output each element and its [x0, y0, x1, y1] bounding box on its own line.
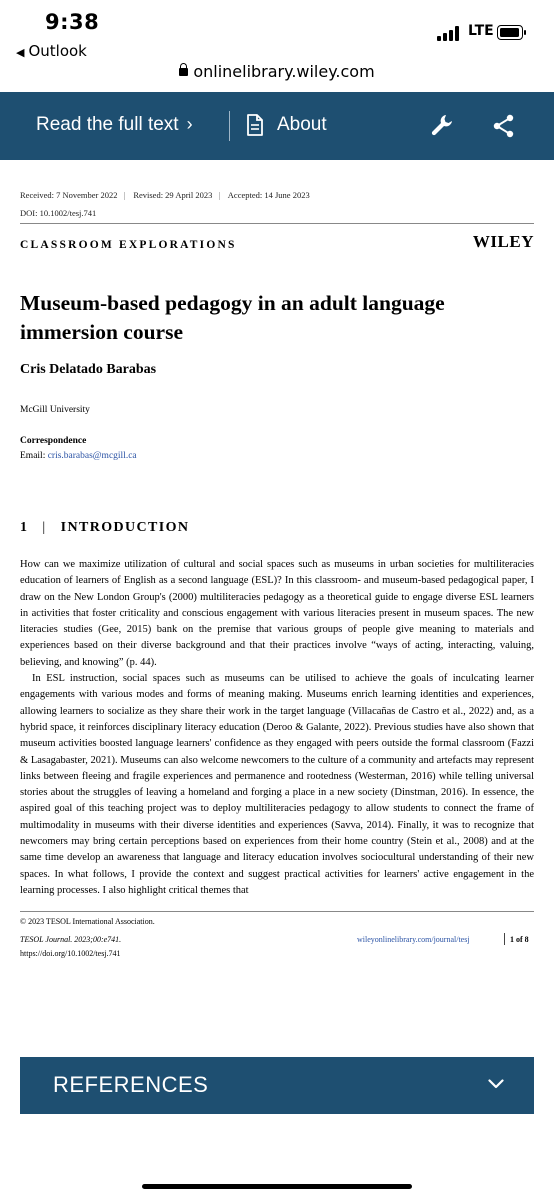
author-affiliation: McGill University [20, 405, 90, 415]
page-number: 1 of 8 [510, 935, 529, 944]
about-button[interactable]: About [277, 114, 327, 135]
toolbar-divider [229, 111, 230, 141]
chevron-down-icon [488, 1079, 504, 1089]
article-page [0, 160, 554, 1010]
correspondence-heading: Correspondence [20, 436, 87, 446]
accepted-date: Accepted: 14 June 2023 [227, 190, 310, 200]
network-label: LTE [468, 23, 494, 39]
article-history: Received: 7 November 2022 | Revised: 29 April 2023 | Accepted: 14 June 2023 [20, 190, 310, 200]
journal-site-link[interactable]: wileyonlinelibrary.com/journal/tesj [357, 935, 470, 944]
chevron-right-icon: › [186, 114, 193, 134]
footer-divider [504, 933, 505, 945]
back-app-label: Outlook [28, 42, 87, 60]
references-label: REFERENCES [53, 1072, 209, 1097]
section-heading [20, 520, 189, 536]
document-icon[interactable] [246, 114, 264, 136]
publisher-logo: WILEY [472, 232, 534, 251]
footer-rule [20, 911, 534, 912]
author-name: Cris Delatado Barabas [20, 362, 157, 377]
section-heading-text: INTRODUCTION [60, 520, 190, 535]
battery-icon [497, 25, 523, 40]
correspondence-email [20, 451, 137, 461]
home-indicator[interactable] [142, 1184, 412, 1189]
article-doi: DOI: 10.1002/tesj.741 [20, 208, 97, 218]
copyright: © 2023 TESOL International Association. [20, 917, 155, 926]
journal-doi: https://doi.org/10.1002/tesj.741 [20, 949, 121, 958]
back-triangle-icon: ◀ [16, 46, 25, 59]
wrench-icon[interactable] [430, 112, 456, 138]
paragraph: In ESL instruction, social spaces such as museums can be utilised to achieve the goals of inculcating learner engagements with various modes and forms of meaning making. Museums enrich learning identities and experiences, allowing learners to socialize as they share their work in the target language (Villacañas de Castro et al., 2022) and, as a hybrid space, it reinforces disciplinary literacy education (Deroo & Galante, 2022). Previous studies have also shown that museum activities boosted language learners' confidence as they engaged with peers outside the formal classroom (Fazzi & Lasagabaster, 2021). Museums can also welcome newcomers to the culture of a community and artefacts may represent links between fleeing and fragile experiences and permanence and rootedness (Westerman, 2016) while telling universal stories about the struggles of leaving a homeland and forging a place in a new society (Dinstman, 2016). In essence, the aspired goal of this teaching project was to deploy multiliteracies pedagogy to allow students to connect the frame of multimodality in museums with their diverse identities and experiences (Savva, 2014). Finally, it was to recognize that newcomers may bring certain perceptions based on experiences from their home country (Stein et al., 2008) and at the same time develop an awareness that language and literacy education involves sociocultural understanding of their new spaces. In what follows, I provide the context and suggest practical activities for learners' active engagement in the learning processes. I also highlight critical themes that [20, 673, 534, 896]
article-body [20, 557, 534, 899]
paragraph: How can we maximize utilization of cultural and social spaces such as museums in urban societies for multiliteracies education of learners of English as a second language (ESL)? In this classroom- and museum-based pedagogical paper, I draw on the New London Group's (2000) multiliteracies pedagogy as a theoretical guide to engage diverse ESL learners in activities that foster criticality and conscious engagement with various literacies present in museum spaces. The new literacies studies (Gee, 2015) bank on the premise that various groups of people give meaning to materials and experiences based on their diverse background and that their practices involve “ways of acting, interacting, valuing, believing, and knowing” (p. 44). [20, 559, 534, 668]
email-link[interactable]: cris.barabas@mcgill.ca [47, 451, 137, 461]
clock: 9:38 [45, 10, 100, 34]
revised-date: Revised: 29 April 2023 [133, 190, 213, 200]
share-icon[interactable] [493, 114, 515, 138]
address-bar[interactable] [0, 62, 554, 81]
url-text: onlinelibrary.wiley.com [193, 62, 375, 81]
email-label: Email: [20, 451, 48, 461]
read-full-text-label: Read the full text [36, 114, 179, 135]
section-label: CLASSROOM EXPLORATIONS [20, 239, 237, 251]
signal-icon [437, 26, 463, 41]
received-date: Received: 7 November 2022 [20, 190, 118, 200]
section-number: 1 [20, 520, 29, 535]
section-heading-divider: | [42, 520, 47, 535]
article-toolbar [0, 92, 554, 160]
status-bar [0, 0, 554, 92]
header-rule [20, 223, 534, 224]
read-full-text-button[interactable] [36, 114, 193, 136]
journal-citation: TESOL Journal. 2023;00:e741. [20, 935, 122, 944]
article-title: Museum-based pedagogy in an adult language immersion course [20, 291, 445, 344]
back-to-app-button[interactable] [16, 42, 87, 60]
references-toggle[interactable] [20, 1057, 534, 1114]
lock-icon [179, 68, 188, 76]
